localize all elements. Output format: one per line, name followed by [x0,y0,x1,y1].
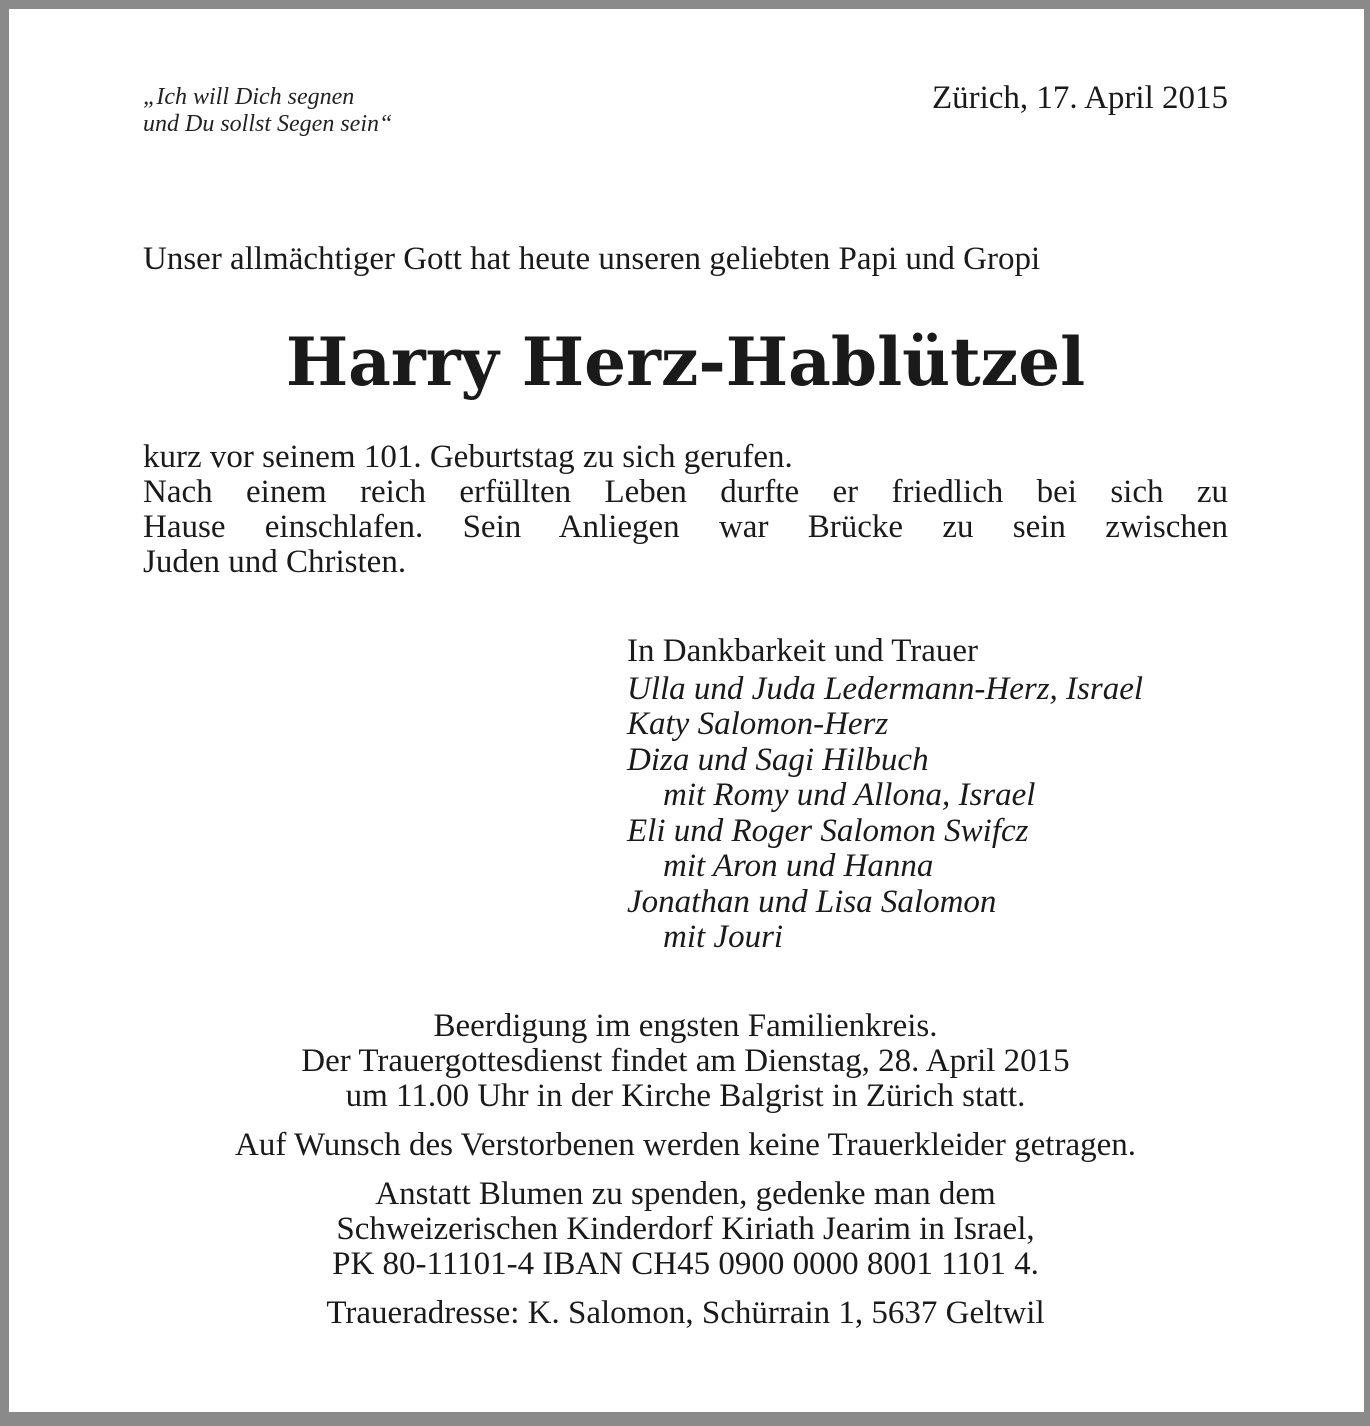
body-line-1: kurz vor seinem 101. Geburtstag zu sich gerufen. [143,439,793,475]
obituary-body [143,440,1228,580]
motto [143,84,392,138]
attire-block [143,1128,1228,1163]
mourner-line: Diza und Sagi Hilbuch [627,741,929,778]
service-block [143,1009,1228,1114]
mourner-line: mit Jouri [663,919,784,955]
donation-block [143,1177,1228,1282]
donation-line-2: Schweizerischen Kinderdorf Kiriath Jearim in Israel, [336,1211,1035,1247]
mourners-block [627,634,1247,956]
deceased-name: Harry Herz-Hablützel [285,323,1086,401]
mourner-line: mit Romy und Allona, Israel [663,777,1036,813]
date-place: Zürich, 17. April 2015 [931,80,1228,116]
mourner-line: Katy Salomon-Herz [627,706,889,742]
mourner-line: Ulla und Juda Ledermann-Herz, Israel [627,670,1144,707]
service-location: um 11.00 Uhr in der Kirche Balgrist in Zürich statt. [345,1078,1026,1114]
mourner-line: mit Aron und Hanna [663,848,934,884]
address-block [143,1296,1228,1331]
intro-sentence: Unser allmächtiger Gott hat heute unseren geliebten Papi und Gropi [143,241,1041,277]
mourner-line: Jonathan und Lisa Salomon [627,883,997,920]
mourning-address: Traueradresse: K. Salomon, Schürrain 1, 5637 Geltwil [326,1295,1045,1331]
service-info [143,1009,1228,1345]
body-line-4: Juden und Christen. [143,544,407,580]
burial-note: Beerdigung im engsten Familienkreis. [433,1008,938,1044]
service-date: Der Trauergottesdienst findet am Dienstag, 28. April 2015 [301,1043,1070,1079]
attire-note: Auf Wunsch des Verstorbenen werden keine Trauerkleider getragen. [234,1127,1136,1163]
mourner-line: Eli und Roger Salomon Swifcz [627,812,1029,849]
mourners-heading: In Dankbarkeit und Trauer [627,633,979,669]
donation-account: PK 80-11101-4 IBAN CH45 0900 0000 8001 1101 4. [332,1246,1039,1282]
motto-line-1: „Ich will Dich segnen [143,84,355,110]
motto-line-2: und Du sollst Segen sein“ [143,111,393,137]
body-line-3: Hause einschlafen. Sein Anliegen war Brücke zu sein zwischen [143,509,1228,545]
body-line-2: Nach einem reich erfüllten Leben durfte er friedlich bei sich zu [143,474,1228,510]
donation-line-1: Anstatt Blumen zu spenden, gedenke man dem [375,1176,996,1212]
